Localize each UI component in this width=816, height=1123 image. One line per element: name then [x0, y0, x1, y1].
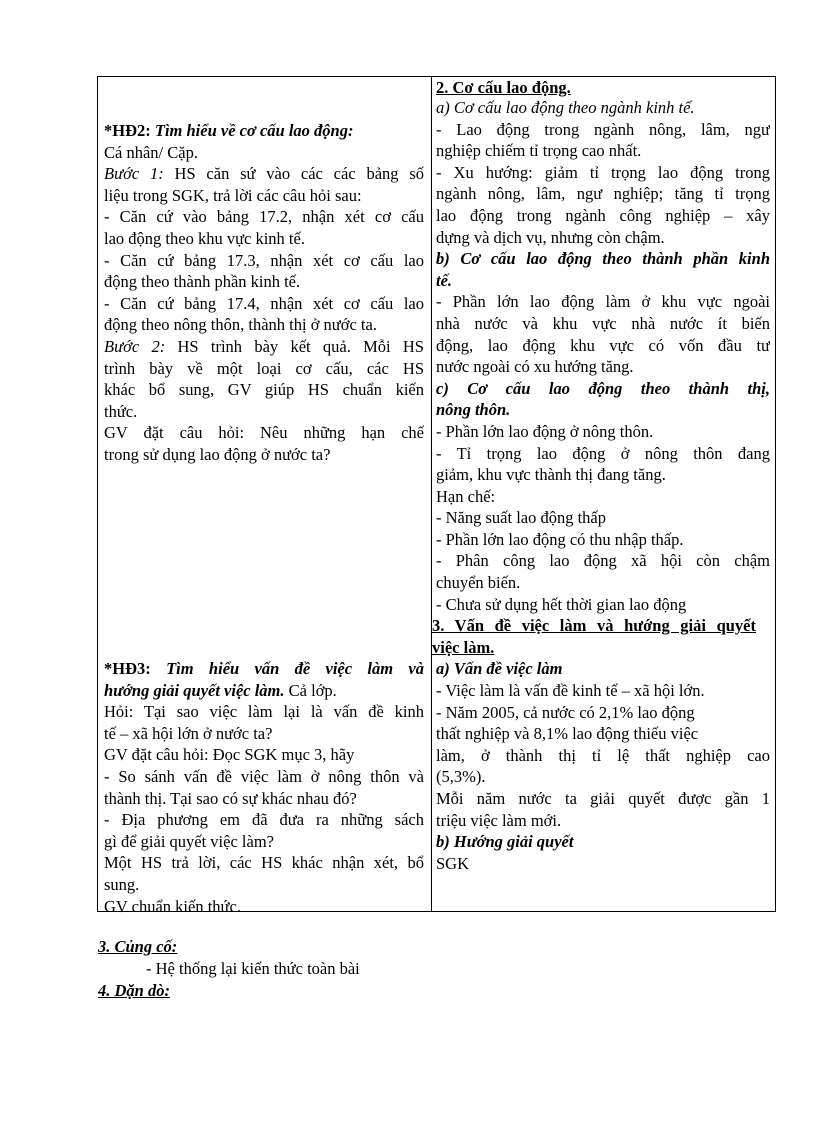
- hd3-line: - Địa phương em đã đưa ra những sách: [104, 810, 424, 830]
- content-line: - Phân công lao động xã hội còn chậm: [436, 551, 770, 571]
- content-line: - Chưa sử dụng hết thời gian lao động: [436, 594, 687, 614]
- section-2-title: 2. Cơ cấu lao động.: [436, 78, 571, 97]
- activities-column: [98, 77, 431, 916]
- hd2-line: trình bày về một loại cơ cấu, các HS: [104, 358, 424, 378]
- hd3-line: sung.: [104, 874, 140, 894]
- hd2-title: *HĐ2: Tìm hiểu về cơ cấu lao động:: [104, 121, 354, 140]
- section-2b-heading-cont: tế.: [436, 270, 453, 290]
- hd3-line: thành thị. Tại sao có sự khác nhau đó?: [104, 788, 357, 808]
- section-3a-heading: a) Vấn đề việc làm: [436, 659, 563, 679]
- hd2-line: - Căn cứ bảng 17.4, nhận xét cơ cấu lao: [104, 293, 424, 313]
- content-line: giảm, khu vực thành thị đang tăng.: [436, 465, 666, 485]
- hd2-line: khác bổ sung, GV giúp HS chuẩn kiến: [104, 380, 424, 400]
- hd2-line: liệu trong SGK, trả lời các câu hỏi sau:: [104, 185, 362, 205]
- content-line: triệu việc làm mới.: [436, 810, 562, 830]
- content-line: lao động trong ngành công nghiệp – xây: [436, 205, 770, 225]
- hd3-line: gì để giải quyết việc làm?: [104, 831, 274, 851]
- lesson-table: [97, 76, 776, 916]
- content-line: (5,3%).: [436, 767, 486, 787]
- content-line: - Việc làm là vấn đề kinh tế – xã hội lớn.: [436, 681, 705, 701]
- hd2-line: động theo nông thôn, thành thị ở nước ta.: [104, 315, 377, 335]
- hd3-line: GV chuẩn kiến thức.: [104, 896, 241, 916]
- hd2-line: Cá nhân/ Cặp.: [104, 142, 198, 162]
- content-column: [432, 77, 775, 911]
- hd3-title-cont: hướng giải quyết việc làm. Cả lớp.: [104, 680, 337, 700]
- section-2a-heading: a) Cơ cấu lao động theo ngành kinh tế.: [436, 98, 695, 117]
- hd3-line: tế – xã hội lớn ở nước ta?: [104, 723, 273, 743]
- hd2-line: trong sử dụng lao động ở nước ta?: [104, 444, 331, 464]
- section-2c-heading: c) Cơ cấu lao động theo thành thị,: [436, 378, 770, 398]
- content-line: - Phần lớn lao động ở nông thôn.: [436, 421, 654, 441]
- content-line: thất nghiệp và 8,1% lao động thiếu việc: [436, 724, 699, 744]
- hd3-line: GV đặt câu hỏi: Đọc SGK mục 3, hãy: [104, 745, 355, 765]
- hd2-line: - Căn cứ bảng 17.3, nhận xét cơ cấu lao: [104, 250, 424, 270]
- consolidation-item: - Hệ thống lại kiến thức toàn bài: [146, 959, 360, 978]
- hd2-line: Bước 1: HS căn sứ vào các các bảng số: [104, 164, 424, 184]
- hd2-line: động theo thành phần kinh tế.: [104, 272, 301, 292]
- hd3-line: Hỏi: Tại sao việc làm lại là vấn đề kinh: [104, 702, 424, 722]
- section-3b-heading: b) Hướng giải quyết: [436, 832, 574, 852]
- content-line: SGK: [436, 853, 470, 873]
- section-homework-heading: 4. Dặn dò:: [98, 981, 170, 1000]
- section-2c-heading-cont: nông thôn.: [436, 400, 511, 420]
- content-line: Mỗi năm nước ta giải quyết được gần 1: [436, 789, 770, 808]
- content-line: nước ngoài có xu hướng tăng.: [436, 357, 634, 377]
- content-line: động, lao động khu vực có vốn đầu tư: [436, 335, 770, 355]
- content-line: - Phần lớn lao động có thu nhập thấp.: [436, 529, 684, 549]
- hd3-line: Một HS trả lời, các HS khác nhận xét, bổ: [104, 853, 424, 873]
- content-line: Hạn chế:: [436, 486, 496, 506]
- content-line: ngành nông, lâm, ngư nghiệp; tăng tỉ trọng: [436, 184, 770, 204]
- content-line: - Tỉ trọng lao động ở nông thôn đang: [436, 443, 770, 463]
- section-3-title: 3. Vấn đề việc làm và hướng giải quyết: [432, 616, 756, 636]
- content-line: - Lao động trong ngành nông, lâm, ngư: [436, 119, 770, 139]
- content-line: - Năm 2005, cả nước có 2,1% lao động: [436, 702, 695, 722]
- content-line: - Năng suất lao động thấp: [436, 508, 607, 528]
- content-line: - Phần lớn lao động làm ở khu vực ngoài: [436, 292, 770, 312]
- content-line: nhà nước và khu vực nhà nước ít biến: [436, 313, 770, 333]
- hd3-title: *HĐ3: Tìm hiểu vấn đề việc làm và: [104, 659, 424, 678]
- content-line: dựng và dịch vụ, nhưng còn chậm.: [436, 227, 665, 247]
- hd3-line: - So sánh vấn đề việc làm ở nông thôn và: [104, 766, 424, 786]
- content-line: làm, ở thành thị tỉ lệ thất nghiệp cao: [436, 745, 770, 765]
- hd2-line: GV đặt câu hỏi: Nêu những hạn chế: [104, 423, 424, 443]
- content-line: chuyển biến.: [436, 573, 521, 593]
- content-line: - Xu hướng: giảm tỉ trọng lao động trong: [436, 162, 770, 182]
- hd2-line: Bước 2: HS trình bày kết quả. Mỗi HS: [104, 336, 424, 356]
- hd2-line: thức.: [104, 401, 138, 421]
- section-consolidation-heading: 3. Củng cố:: [98, 937, 178, 956]
- hd2-line: lao động theo khu vực kinh tế.: [104, 228, 305, 248]
- section-3-title-cont: việc làm.: [432, 637, 495, 657]
- section-2b-heading: b) Cơ cấu lao động theo thành phần kinh: [436, 249, 770, 269]
- content-line: nghiệp chiếm tỉ trọng cao nhất.: [436, 141, 642, 161]
- hd2-line: - Căn cứ vào bảng 17.2, nhận xét cơ cấu: [104, 207, 424, 227]
